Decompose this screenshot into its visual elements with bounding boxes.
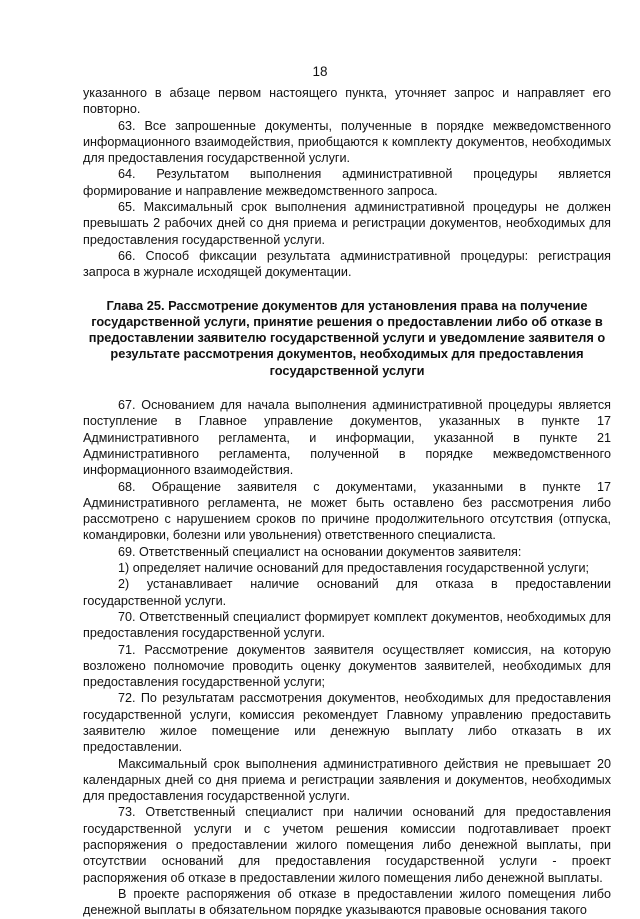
paragraph-69-item-2: 2) устанавливает наличие оснований для отказа в предоставлении государственной услуги. [83, 577, 611, 608]
paragraph-72-deadline: Максимальный срок выполнения административного действия не превышает 20 календарных дней со дня приема и регистрации заявления и документов, необходимых для предоставления государственной услуги. [83, 756, 611, 804]
chapter-25-heading: Глава 25. Рассмотрение документов для установления права на получение государственной услуги, принятие решения о предоставлении либо об отказе в предоставлении заявителю государственной услуги и уведомление заявителя о результате рассмотрения документов, необходимых для предоставления государственной услуги [88, 297, 606, 378]
paragraph-67: 67. Основанием для начала выполнения административной процедуры является поступление в Главное управление документов, указанных в пункте 17 Административного регламента, и информации, указанной в пункте 21 Административного регламента, полученной в порядке межведомственного информационного взаимодействия. [83, 398, 611, 478]
paragraph-69: 69. Ответственный специалист на основании документов заявителя: [118, 544, 522, 559]
paragraph-73: 73. Ответственный специалист при наличии оснований для предоставления государственной услуги и с учетом решения комиссии подготавливает проект распоряжения о предоставлении жилого помещения либо денежной выплаты, при отсутствии оснований для предоставления государственной услуги - проект распоряжения об отказе в предоставлении жилого помещения либо денежной выплаты. [83, 805, 611, 885]
paragraph-continuation: указанного в абзаце первом настоящего пункта, уточняет запрос и направляет его повторно. [83, 86, 611, 117]
paragraph-73-refusal: В проекте распоряжения об отказе в предоставлении жилого помещения либо денежной выплаты в обязательном порядке указываются правовые основания такого [83, 886, 611, 918]
page-number: 18 [312, 64, 328, 79]
paragraph-65: 65. Максимальный срок выполнения административной процедуры не должен превышать 2 рабочих дней со дня приема и регистрации документов, необходимых для предоставления государственной услуги. [83, 200, 611, 247]
paragraph-71: 71. Рассмотрение документов заявителя осуществляет комиссия, на которую возложено полномочие проводить оценку документов заявителей, необходимых для предоставления государственной услуги; [83, 642, 611, 690]
paragraph-64: 64. Результатом выполнения административной процедуры является формирование и направление межведомственного запроса. [83, 167, 611, 198]
paragraph-63: 63. Все запрошенные документы, полученные в порядке межведомственного информационного взаимодействия, приобщаются к комплекту документов, необходимых для предоставления государственной услуги. [83, 118, 611, 166]
paragraph-69-item-1: 1) определяет наличие оснований для предоставления государственной услуги; [118, 561, 590, 576]
paragraph-72: 72. По результатам рассмотрения документов, необходимых для предоставления государственной услуги, комиссия рекомендует Главному управлению предоставить заявителю жилое помещение или денежную выплату либо отказать в их предоставлении. [83, 691, 611, 755]
paragraph-68: 68. Обращение заявителя с документами, указанными в пункте 17 Административного регламента, не может быть оставлено без рассмотрения либо рассмотрено с нарушением сроков по причине продолжительного отсутствия (отпуска, командировки, болезни или увольнения) ответственного специалиста. [83, 479, 611, 543]
paragraph-70: 70. Ответственный специалист формирует комплект документов, необходимых для предоставления государственной услуги. [83, 609, 611, 641]
document-body [83, 85, 611, 919]
paragraph-66: 66. Способ фиксации результата административной процедуры: регистрация запроса в журнале исходящей документации. [83, 248, 611, 280]
